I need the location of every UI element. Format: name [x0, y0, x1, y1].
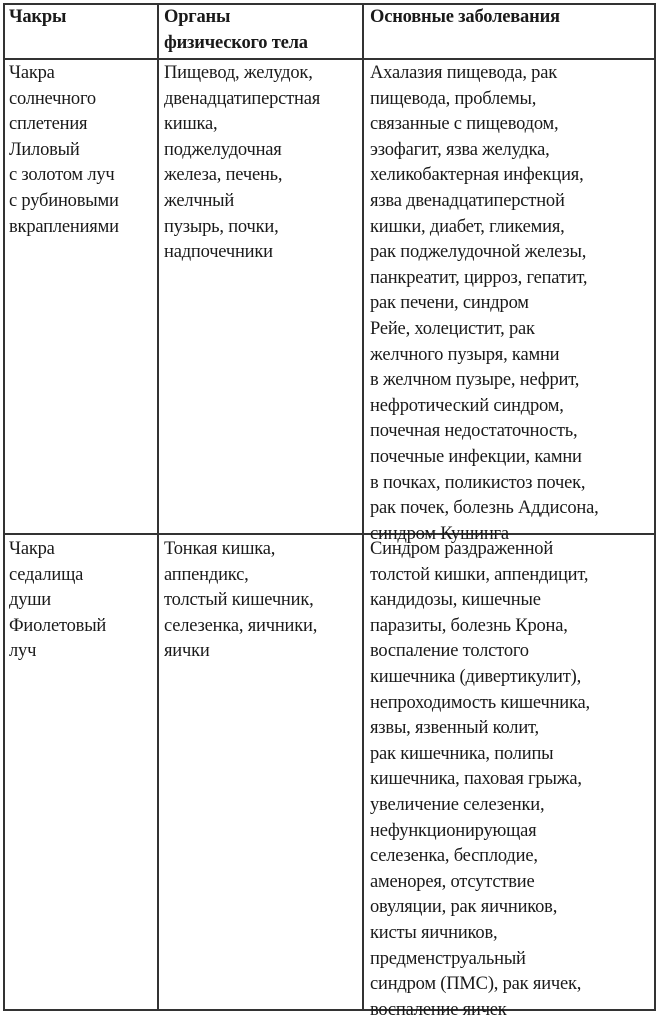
header-organs	[164, 4, 308, 56]
text-line: селезенка, яичники,	[164, 615, 318, 636]
text-line: Пищевод, желудок,	[164, 63, 313, 83]
column-divider	[362, 5, 364, 1009]
text-line: поджелудочная	[164, 139, 282, 160]
text-line: физического тела	[164, 33, 308, 53]
text-line: с золотом луч	[9, 165, 115, 186]
text-line: нефротический синдром,	[370, 395, 564, 416]
text-line: селезенка, бесплодие,	[370, 846, 538, 867]
text-line: кишечника (дивертикулит),	[370, 666, 582, 687]
text-line: Лиловый	[9, 139, 80, 160]
text-line: надпочечники	[164, 242, 273, 263]
text-line: аменорея, отсутствие	[370, 871, 535, 892]
text-line: толстой кишки, аппендицит,	[370, 564, 589, 585]
text-line: кишечника, паховая грыжа,	[370, 769, 582, 790]
row-1-organs	[164, 61, 320, 266]
row-2-organs	[164, 537, 317, 665]
text-line: кандидозы, кишечные	[370, 590, 541, 611]
text-line: язва двенадцатиперстной	[370, 190, 565, 211]
row-2-chakra	[9, 537, 106, 665]
text-line: связанные с пищеводом,	[370, 114, 559, 135]
text-line: почечные инфекции, камни	[370, 446, 582, 467]
text-line: Ахалазия пищевода, рак	[370, 63, 558, 83]
text-line: толстый кишечник,	[164, 590, 314, 611]
text-line: с рубиновыми	[9, 190, 119, 211]
text-line: Чакра	[9, 539, 55, 559]
text-line: воспаление толстого	[370, 641, 529, 662]
text-line: язвы, язвенный колит,	[370, 718, 539, 739]
text-line: вкраплениями	[9, 216, 119, 237]
text-line: сплетения	[9, 114, 88, 135]
text-line: луч	[9, 641, 37, 662]
text-line: пузырь, почки,	[164, 216, 279, 237]
text-line: железа, печень,	[164, 165, 283, 186]
text-line: кишки, диабет, гликемия,	[370, 216, 565, 237]
text-line: души	[9, 590, 52, 611]
header-chakras	[9, 4, 66, 30]
text-line: Чакры	[9, 7, 67, 27]
header-diseases	[370, 4, 560, 30]
text-line: солнечного	[9, 88, 96, 109]
text-line: кишка,	[164, 114, 218, 135]
text-line: аппендикс,	[164, 564, 249, 585]
text-line: синдром Кушинга	[370, 523, 509, 544]
text-line: почечная недостаточность,	[370, 421, 578, 442]
text-line: овуляции, рак яичников,	[370, 897, 558, 918]
text-line: седалища	[9, 564, 84, 585]
row-divider	[5, 58, 654, 60]
text-line: синдром (ПМС), рак яичек,	[370, 974, 582, 995]
text-line: Рейе, холецистит, рак	[370, 318, 535, 339]
text-line: двенадцатиперстная	[164, 88, 321, 109]
text-line: рак печени, синдром	[370, 293, 529, 314]
text-line: пищевода, проблемы,	[370, 88, 537, 109]
text-line: желчный	[164, 190, 235, 211]
text-line: хеликобактерная инфекция,	[370, 165, 584, 186]
text-line: Синдром раздраженной	[370, 539, 554, 559]
text-line: в желчном пузыре, нефрит,	[370, 370, 580, 391]
text-line: воспаление яичек	[370, 999, 507, 1020]
row-1-diseases	[370, 61, 599, 547]
column-divider	[157, 5, 159, 1009]
text-line: Основные заболевания	[370, 7, 560, 27]
text-line: увеличение селезенки,	[370, 794, 545, 815]
text-line: эзофагит, язва желудка,	[370, 139, 550, 160]
text-line: паразиты, болезнь Крона,	[370, 615, 568, 636]
text-line: рак поджелудочной железы,	[370, 242, 587, 263]
text-line: предменструальный	[370, 948, 526, 969]
text-line: в почках, поликистоз почек,	[370, 472, 586, 493]
text-line: кисты яичников,	[370, 922, 498, 943]
text-line: Фиолетовый	[9, 615, 107, 636]
text-line: непроходимость кишечника,	[370, 692, 590, 713]
text-line: нефункционирующая	[370, 820, 537, 841]
text-line: Чакра	[9, 63, 55, 83]
text-line: желчного пузыря, камни	[370, 344, 560, 365]
text-line: рак почек, болезнь Аддисона,	[370, 498, 599, 519]
row-2-diseases	[370, 537, 590, 1023]
text-line: Органы	[164, 7, 231, 27]
row-1-chakra	[9, 61, 119, 240]
text-line: рак кишечника, полипы	[370, 743, 554, 764]
text-line: Тонкая кишка,	[164, 539, 276, 559]
text-line: яички	[164, 641, 210, 662]
text-line: панкреатит, цирроз, гепатит,	[370, 267, 588, 288]
